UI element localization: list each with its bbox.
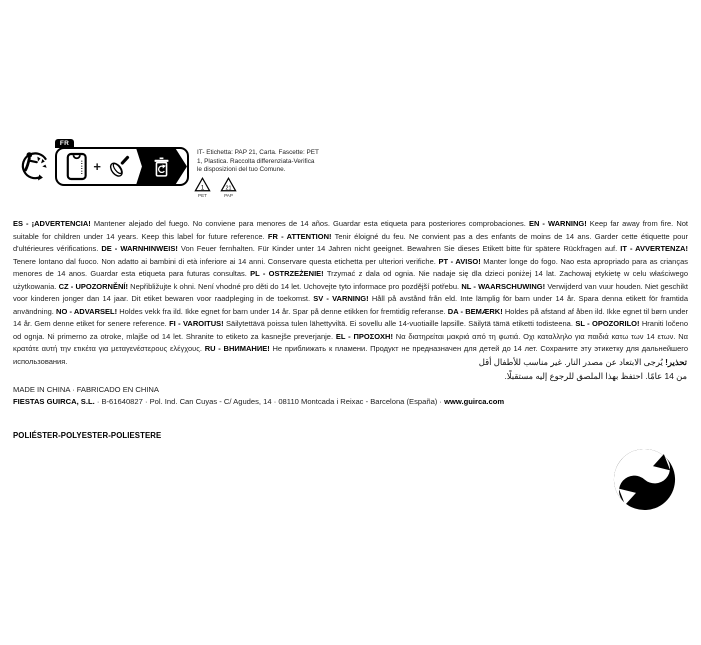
company-line — [13, 397, 504, 406]
triman-icon — [20, 150, 51, 183]
company-website: www.guirca.com — [444, 397, 505, 406]
green-dot-logo — [612, 447, 677, 512]
recycling-bin-icon — [152, 155, 171, 179]
material-text: POLIÉSTER-POLYESTER-POLIESTERE — [13, 431, 162, 440]
material-code-label: PAP — [224, 192, 233, 198]
recycling-codes — [194, 177, 237, 198]
company-name: FIESTAS GUIRCA, S.L. — [13, 397, 95, 406]
material-code-label: PET — [198, 192, 207, 198]
green-dot-icon — [612, 447, 677, 512]
recycle-triangle-icon — [194, 177, 211, 192]
fr-sorting-box — [55, 139, 189, 186]
svg-text:21: 21 — [225, 185, 232, 192]
arabic-warning — [357, 356, 687, 383]
hang-tag-icon — [66, 152, 87, 181]
svg-text:1: 1 — [200, 184, 205, 192]
recycle-triangle-icon — [220, 177, 237, 192]
arabic-warning-line1: تحذير! يُرجى الابتعاد عن مصدر النار. غير مناسب للأطفال أقل — [478, 357, 687, 367]
arabic-warning-line2: من 14 عامًا. احتفظ بهذا الملصق للرجوع إليه مستقبلًا. — [504, 370, 687, 381]
fr-flag-tab: FR — [55, 139, 74, 148]
company-details: · B-61640827 · Pol. Ind. Can Cuyas - C/ Agudes, 14 · 08110 Montcada i Reixac - Barcelona (España) · — [94, 397, 445, 406]
it-disposal-note: IT- Etichetta: PAP 21, Carta. Fascette: PET 1, Plastica. Raccolta differenziata-Verifica le disposizioni del tuo Comune. — [197, 149, 319, 174]
plus-sign: + — [93, 159, 102, 174]
triman-recycling-icon — [20, 150, 51, 183]
recycling-code-pet — [194, 177, 211, 198]
warnings-text: ES - ¡ADVERTENCIA! Mantener alejado del fuego. No conviene para menores de 14 años. Guardar esta etiqueta para posteriores comprobaciones. EN - WARNING! Keep far away from fire. Not suitable for children under 14 years. Keep this label for future reference. FR - ATTENTION! Tenir éloigné du feu. Ne convient pas a des enfants de moins de 14 ans. Garder cette étiquette pour d'ultérieures vérifications. DE - WARNHINWEIS! Von Feuer fernhalten. Für Kinder unter 14 Jahren nicht geeignet. Bewahren Sie dieses Etikett bitte für spätere Rückfragen auf. IT - AVVERTENZA! Tenere lontano dal fuoco. Non adatto ai bambini di età inferiore ai 14 anni. Conservare questa etichetta per ulteriori verifiche. PT - AVISO! Manter longe do fogo. Nao esta apropriado para as crianças menores de 14 anos. Guardar esta etiqueta para futuras consultas. PL - OSTRZEŻENIE! Trzymać z dala od ognia. Nie nadaje się dla dzieci poniżej 14 lat. Zachowaj etykietę w celu właściwego użytkowania. CZ - UPOZORNĚNÍ! Nepřibližujte k ohni. Není vhodné pro děti do 14 let. Uchovejte tyto informace pro pozdější potřebu. NL - WAARSCHUWING! Verwijderd van vuur houden. Niet geschikt voor kinderen jonger dan 14 jaar. Dit etiket bewaren voor raadpleging in de toekomst. SV - VARNING! Håll på avstånd från eld. Inte lämplig för barn under 14 år. Spara denna etikett för framtida användning. NO - ADVARSEL! Holdes vekk fra ild. Ikke egnet for barn under 14 år. Spar på denne etikken for fremtidig referanse. DA - BEMÆRK! Holdes på afstand af åben ild. Ikke egnet til børn under 14 år. Gem denne etiket for senere reference. FI - VAROITUS! Säilytettävä poissa tulen lähettyviltä. Ei sovellu alle 14-vuotiaille lapsille. Säilytä tämä etiketti todisteena. SL - OPOZORILO! Hraniti ločeno od ognja. Ni primerno za otroke, mlajše od 14 let. Shranite to etiketo za kasnejše preverjanje. EL - ΠΡΟΣΟΧΗ! Να διατηρείται μακριά από τη φωτιά. Οχι καταλληλο για παιδιά κατω των 14 ετων. Να κρατάτε αυτή την ετικέτα για μεταγενέστερους ελέγχους. RU - ВНИМАНИЕ! Не приближать к пламени. Продукт не предназначен для детей до 14 лет. Сохраните эту этикетку для дальнейшего использования. — [13, 219, 689, 367]
recycling-code-pap — [220, 177, 237, 198]
made-in-text: MADE IN CHINA · FABRICADO EN CHINA — [13, 385, 159, 394]
sorting-arrow-shape — [136, 149, 187, 184]
whisk-tie-icon — [107, 154, 131, 179]
